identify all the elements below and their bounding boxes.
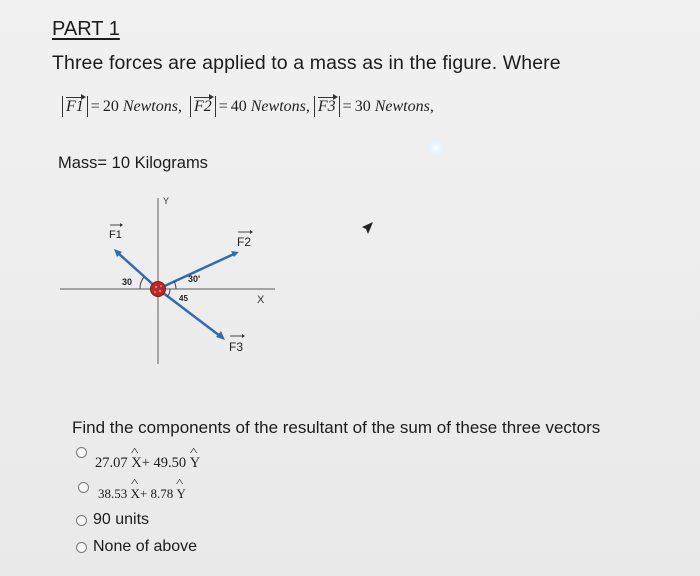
angle-f1-label: 30 (122, 277, 133, 287)
angle-arc-f3 (167, 289, 170, 297)
x-axis-label: X (257, 294, 265, 306)
mass-text: Mass= 10 Kilograms (58, 154, 208, 172)
option-1-label: 27.07 ^ X+ 49.50 ^ Y (95, 455, 200, 472)
option-2[interactable] (78, 478, 186, 502)
light-glare (428, 140, 444, 156)
force-diagram (50, 186, 290, 366)
f3-label (229, 334, 245, 354)
f2-label (237, 230, 253, 249)
option-2-label: 38.53 ^ X+ 8.78 ^ Y (98, 486, 186, 502)
option-4-label: None of above (93, 538, 198, 555)
angle-f2-label: 30' (188, 274, 201, 284)
force-magnitudes (62, 96, 434, 117)
angle-f3-label: 45 (179, 294, 188, 303)
svg-text:F2: F2 (237, 235, 252, 249)
prompt-text: Find the components of the resultant of the sum of these three vectors (72, 418, 601, 437)
option-4[interactable] (76, 538, 197, 556)
part-title: PART 1 (52, 18, 120, 40)
force-f2: F2 = 40 Newtons, (190, 98, 314, 115)
f1-label (109, 223, 123, 241)
option-1-radio[interactable] (76, 447, 87, 458)
angle-arc-f1 (140, 277, 144, 289)
svg-text:F3: F3 (229, 340, 244, 354)
force-f3: F3 = 30 Newtons, (314, 98, 434, 115)
option-2-radio[interactable] (78, 482, 89, 493)
force-f1: F1 = 20 Newtons, (62, 98, 186, 115)
y-axis-label: Y (163, 196, 170, 206)
mouse-cursor-icon (360, 222, 374, 236)
f3-arrowhead (216, 331, 225, 340)
option-4-radio[interactable] (76, 542, 87, 553)
option-3-label: 90 units (93, 511, 150, 528)
svg-text:F1: F1 (109, 229, 122, 241)
question-text: Three forces are applied to a mass as in the figure. Where (52, 52, 561, 74)
option-3-radio[interactable] (76, 515, 87, 526)
option-1[interactable] (76, 443, 200, 472)
mass-dot (151, 282, 166, 297)
option-3[interactable] (76, 511, 149, 529)
